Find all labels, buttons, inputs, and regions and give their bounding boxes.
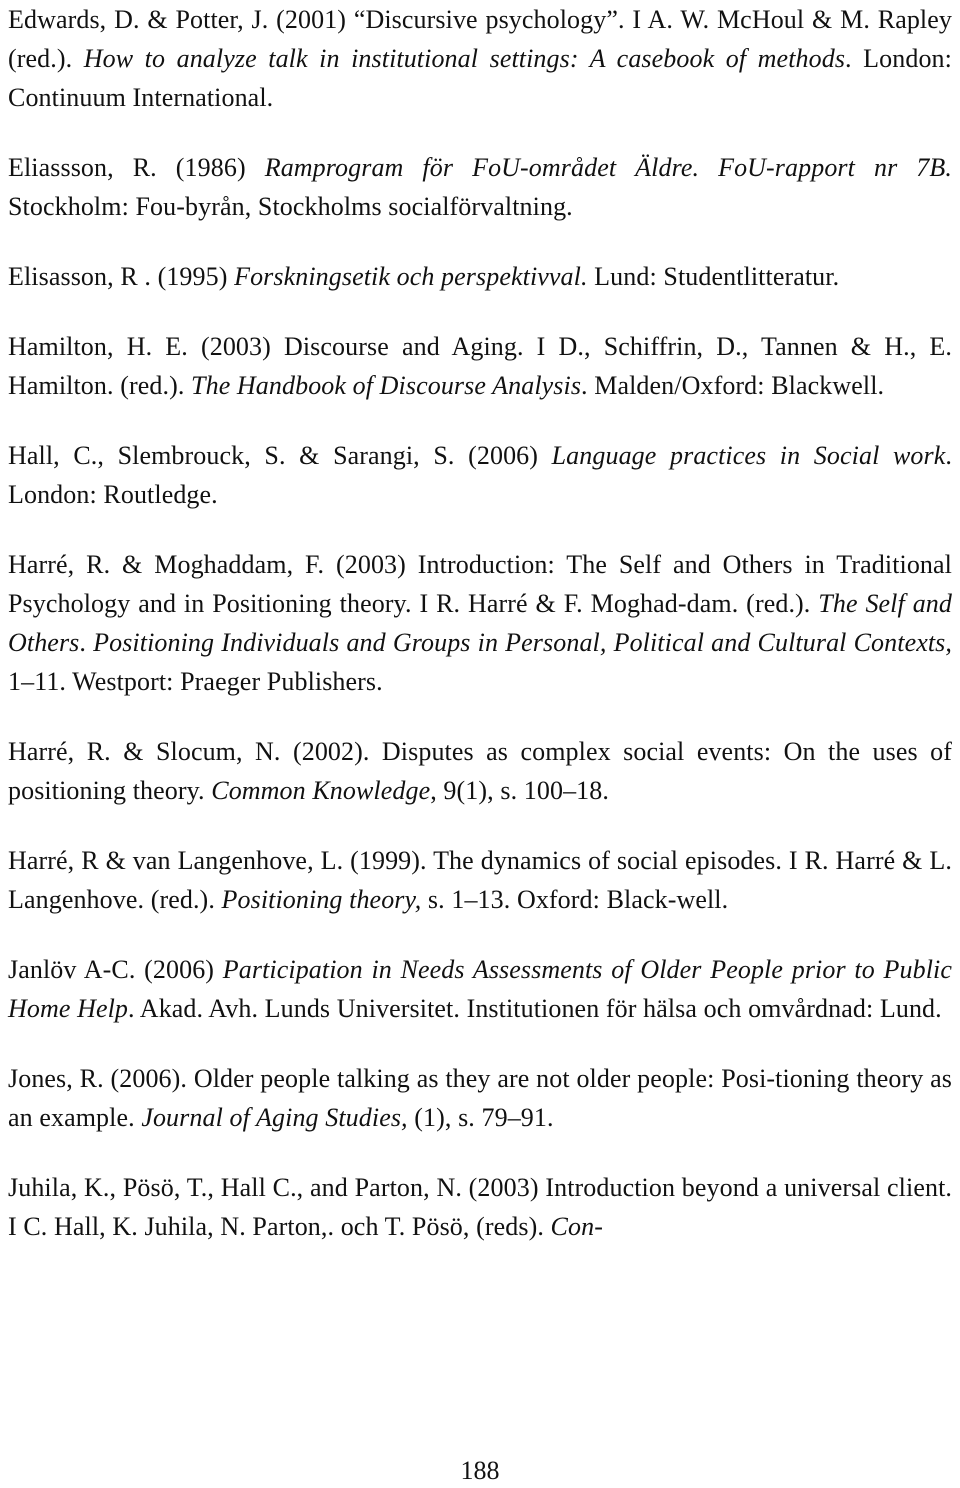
reference-entry [8, 545, 952, 701]
reference-text: Stockholm: Fou-byrån, Stockholms socialförvaltning. [8, 192, 573, 221]
reference-text: Jones, R. (2006). Older people talking as they are not older people: Posi-tioning theory as an example. [8, 1064, 952, 1132]
reference-text: . Akad. Avh. Lunds Universitet. Institutionen för hälsa och omvårdnad: Lund. [128, 994, 942, 1023]
reference-text: Harré, R. & Moghaddam, F. (2003) Introduction: The Self and Others in Traditional Psychology and in Positioning theory. I R. Harré & F. Moghad-dam. (red.). [8, 550, 952, 618]
reference-title-italic: Participation in Needs Assessments of Older People prior to Public Home Help [8, 955, 952, 1023]
reference-title-italic: Positioning theory, [221, 885, 422, 914]
reference-title-italic: How to analyze talk in institutional settings: A casebook of methods [83, 44, 846, 73]
reference-title-italic: Journal of Aging Studies, [141, 1103, 408, 1132]
reference-text: . London: Continuum International. [8, 44, 952, 112]
reference-title-italic: Common Knowledge [211, 776, 431, 805]
reference-text: . [79, 628, 94, 657]
reference-list [8, 0, 952, 1277]
reference-entry [8, 148, 952, 226]
reference-text: Hamilton, H. E. (2003) Discourse and Aging. I D., Schiffrin, D., Tannen & H., E. Hamilton. (red.). [8, 332, 952, 400]
reference-text: (1), s. 79–91. [407, 1103, 554, 1132]
reference-text: s. 1–13. Oxford: Black-well. [421, 885, 729, 914]
reference-entry [8, 950, 952, 1028]
reference-title-italic: The Self and Others [8, 589, 952, 657]
reference-title-italic: Positioning Individuals and Groups in Personal, Political and Cultural Contexts, [93, 628, 953, 657]
reference-entry [8, 436, 952, 514]
reference-text: . Malden/Oxford: Blackwell. [581, 371, 885, 400]
reference-entry [8, 1059, 952, 1137]
reference-text: Eliassson, R. (1986) [8, 153, 265, 182]
reference-text: Lund: Studentlitteratur. [587, 262, 840, 291]
reference-text: . London: Routledge. [8, 441, 952, 509]
reference-text: Edwards, D. & Potter, J. (2001) “Discursive psychology”. I A. W. McHoul & M. Rapley (red.). [8, 5, 952, 73]
reference-text: 1–11. Westport: Praeger Publishers. [8, 667, 383, 696]
reference-entry [8, 0, 952, 117]
reference-text: Juhila, K., Pösö, T., Hall C., and Parton, N. (2003) Introduction beyond a universal client. I C. Hall, K. Juhila, N. Parton,. och T. Pösö, (reds). [8, 1173, 952, 1241]
reference-text: Harré, R & van Langenhove, L. (1999). The dynamics of social episodes. I R. Harré & L. Langenhove. (red.). [8, 846, 952, 914]
reference-entry [8, 732, 952, 810]
reference-text: Elisasson, R . (1995) [8, 262, 235, 291]
reference-entry [8, 1168, 952, 1246]
reference-title-italic: The Handbook of Discourse Analysis [191, 371, 582, 400]
reference-text: Janlöv A-C. (2006) [8, 955, 223, 984]
reference-entry [8, 327, 952, 405]
page-number: 188 [460, 1456, 500, 1485]
reference-title-italic: Language practices in Social work [551, 441, 946, 470]
reference-entry [8, 257, 952, 296]
reference-text: , 9(1), s. 100–18. [430, 776, 609, 805]
reference-entry [8, 841, 952, 919]
reference-title-italic: Forskningsetik och perspektivval. [234, 262, 588, 291]
reference-text: Harré, R. & Slocum, N. (2002). Disputes as complex social events: On the uses of positioning theory. [8, 737, 952, 805]
reference-text: Hall, C., Slembrouck, S. & Sarangi, S. (2006) [8, 441, 552, 470]
reference-title-italic: Ramprogram för FoU-området Äldre. FoU-rapport nr 7B. [264, 153, 952, 182]
reference-title-italic: Con- [550, 1212, 603, 1241]
